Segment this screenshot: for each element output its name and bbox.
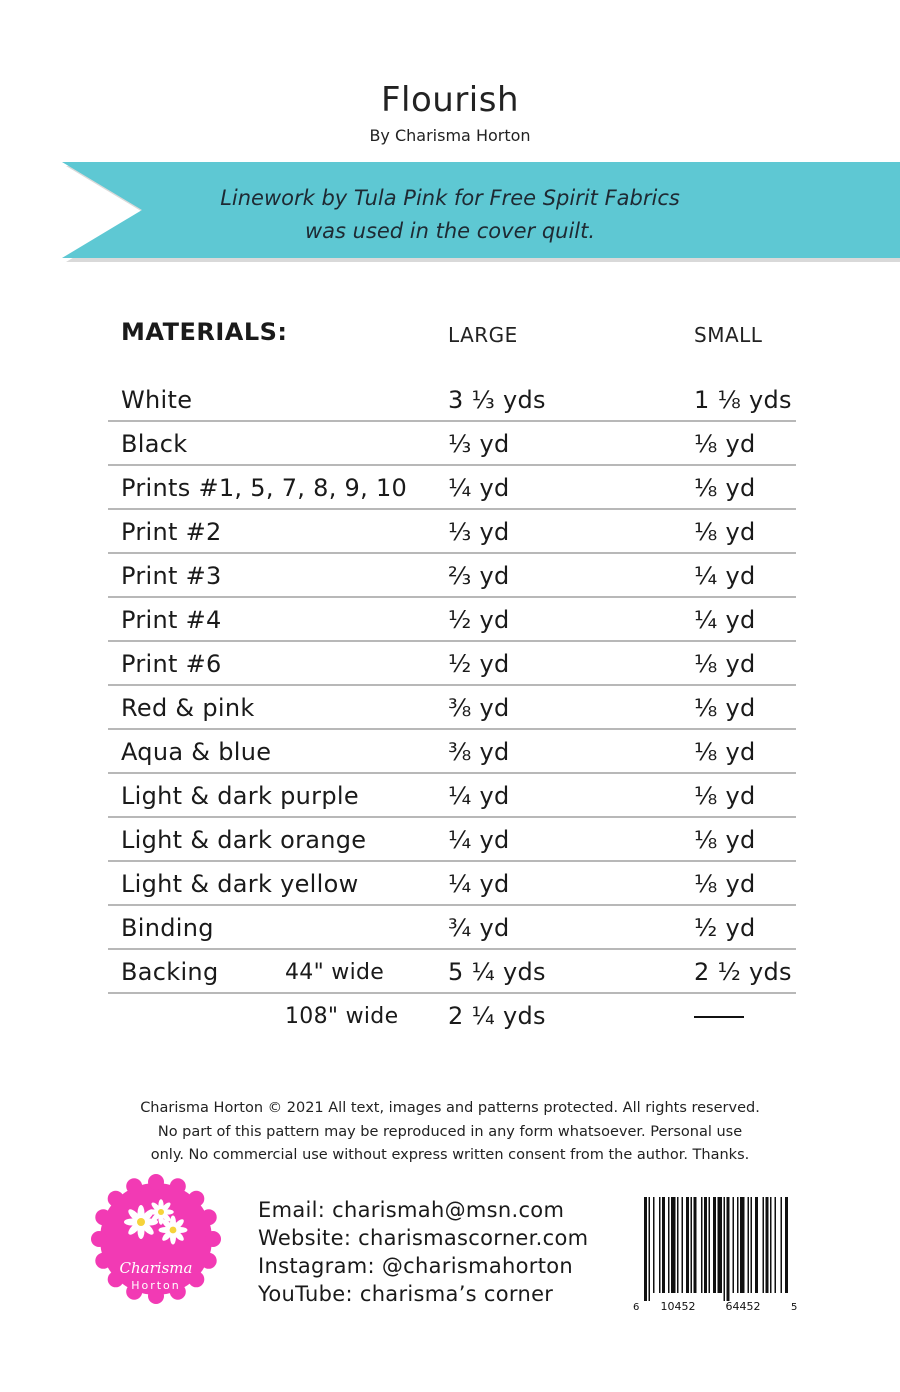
- material-name: White: [121, 386, 193, 414]
- large-amount: 2 ¼ yds: [448, 1002, 546, 1030]
- page-title: Flourish: [380, 80, 520, 120]
- large-amount: ⅓ yd: [448, 430, 510, 458]
- barcode-bars: [644, 1197, 788, 1301]
- large-amount: ¾ yd: [448, 914, 510, 942]
- small-amount: ⅛ yd: [694, 738, 756, 766]
- contact-website: Website: charismascorner.com: [258, 1226, 589, 1250]
- contact-email: Email: charismah@msn.com: [258, 1198, 565, 1222]
- small-amount: 1 ⅛ yds: [694, 386, 792, 414]
- legal-line-1: Charisma Horton © 2021 All text, images and patterns protected. All rights reserved.: [140, 1100, 760, 1116]
- material-name: Print #3: [121, 562, 222, 590]
- barcode-digit-4: 5: [791, 1302, 798, 1313]
- small-amount: ½ yd: [694, 914, 756, 942]
- table-row: [108, 862, 796, 906]
- table-row: [108, 774, 796, 818]
- small-amount: ¼ yd: [694, 606, 756, 634]
- small-amount: ⅛ yd: [694, 694, 756, 722]
- small-amount: ⅛ yd: [694, 782, 756, 810]
- material-name: Light & dark yellow: [121, 870, 359, 898]
- large-amount: ⅔ yd: [448, 562, 510, 590]
- table-row: [108, 554, 796, 598]
- large-amount: ⅜ yd: [448, 738, 510, 766]
- banner-text: [140, 182, 760, 248]
- small-amount: ⅛ yd: [694, 826, 756, 854]
- materials-heading: MATERIALS:: [121, 318, 288, 346]
- column-large-header: LARGE: [448, 323, 518, 347]
- banner-line-2: was used in the cover quilt.: [304, 219, 596, 243]
- legal-line-2: No part of this pattern may be reproduced in any form whatsoever. Personal use: [157, 1123, 743, 1140]
- large-amount: 3 ⅓ yds: [448, 386, 546, 414]
- table-row: [108, 378, 796, 422]
- barcode-digits-3: 64452: [725, 1300, 761, 1313]
- material-name: Backing: [121, 958, 219, 986]
- large-amount: ¼ yd: [448, 474, 510, 502]
- table-row: [108, 422, 796, 466]
- table-row: [108, 950, 796, 994]
- small-amount: ⅛ yd: [694, 518, 756, 546]
- contact-instagram: Instagram: @charismahorton: [258, 1254, 574, 1278]
- table-row: [108, 510, 796, 554]
- material-name: Light & dark orange: [121, 826, 367, 854]
- material-name: Binding: [121, 914, 214, 942]
- material-name: Red & pink: [121, 694, 255, 722]
- table-row: [108, 994, 796, 1038]
- materials-table: [108, 378, 796, 1038]
- material-name: Print #2: [121, 518, 222, 546]
- material-name: Prints #1, 5, 7, 8, 9, 10: [121, 474, 408, 502]
- large-amount: 5 ¼ yds: [448, 958, 546, 986]
- small-amount: 2 ½ yds: [694, 958, 792, 986]
- table-row: [108, 730, 796, 774]
- table-row: [108, 642, 796, 686]
- small-amount: ⅛ yd: [694, 430, 756, 458]
- material-width: 108" wide: [285, 1004, 399, 1029]
- material-width: 44" wide: [285, 960, 385, 985]
- material-name: Light & dark purple: [121, 782, 359, 810]
- table-row: [108, 818, 796, 862]
- not-applicable-dash: [694, 1016, 744, 1018]
- barcode: [630, 1193, 800, 1313]
- table-row: [108, 598, 796, 642]
- table-row: [108, 466, 796, 510]
- legal-line-3: only. No commercial use without express written consent from the author. Thanks.: [150, 1147, 750, 1163]
- large-amount: ½ yd: [448, 606, 510, 634]
- banner-line-1: Linework by Tula Pink for Free Spirit Fabrics: [220, 186, 680, 210]
- large-amount: ¼ yd: [448, 826, 510, 854]
- material-name: Print #4: [121, 606, 222, 634]
- large-amount: ¼ yd: [448, 870, 510, 898]
- charisma-horton-logo: [91, 1174, 221, 1304]
- material-name: Aqua & blue: [121, 738, 272, 766]
- small-amount: ⅛ yd: [694, 870, 756, 898]
- barcode-digits-2: 10452: [660, 1300, 696, 1313]
- small-amount: ¼ yd: [694, 562, 756, 590]
- logo-name-2: Horton: [131, 1279, 181, 1292]
- material-name: Print #6: [121, 650, 222, 678]
- small-amount: ⅛ yd: [694, 650, 756, 678]
- large-amount: ⅜ yd: [448, 694, 510, 722]
- column-small-header: SMALL: [694, 323, 763, 347]
- large-amount: ¼ yd: [448, 782, 510, 810]
- table-row: [108, 686, 796, 730]
- copyright-notice: [0, 1097, 900, 1168]
- table-row: [108, 906, 796, 950]
- contact-youtube: YouTube: charisma’s corner: [258, 1282, 554, 1306]
- large-amount: ½ yd: [448, 650, 510, 678]
- barcode-digit-1: 6: [633, 1302, 640, 1313]
- logo-name-1: Charisma: [119, 1259, 193, 1277]
- small-amount: ⅛ yd: [694, 474, 756, 502]
- large-amount: ⅓ yd: [448, 518, 510, 546]
- contact-info: [258, 1196, 588, 1308]
- byline: By Charisma Horton: [369, 126, 531, 145]
- material-name: Black: [121, 430, 188, 458]
